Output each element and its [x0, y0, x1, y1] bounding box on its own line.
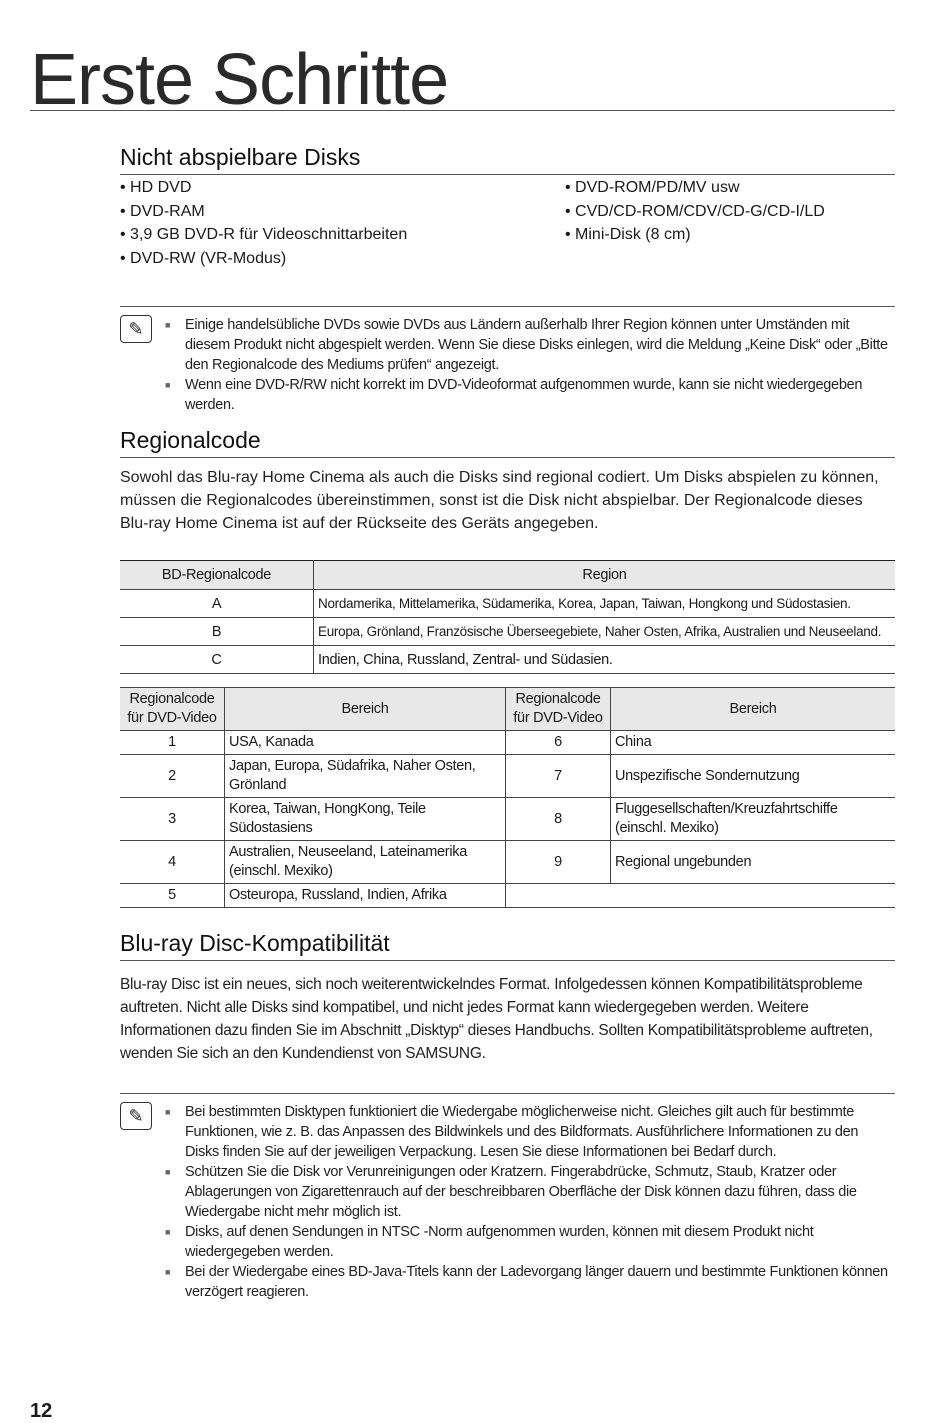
note-list	[165, 1102, 895, 1302]
table-cell: China	[611, 731, 896, 755]
table-row	[120, 755, 895, 798]
note-item: ■ Wenn eine DVD-R/RW nicht korrekt im DVD-Videoformat aufgenommen wurde, kann sie nicht wiedergegeben werden.	[165, 375, 895, 415]
table-header: Regionalcode für DVD-Video	[120, 688, 225, 731]
table-cell: Unspezifische Sondernutzung	[611, 755, 896, 798]
table-cell: 6	[506, 731, 611, 755]
list-item: • Mini-Disk (8 cm)	[565, 223, 825, 247]
table-cell: 9	[506, 841, 611, 884]
note-list	[165, 315, 895, 415]
note-item: ■ Disks, auf denen Sendungen in NTSC -Norm aufgenommen wurden, können mit diesem Produkt nicht wiedergegeben werden.	[165, 1222, 895, 1262]
region-paragraph: Sowohl das Blu-ray Home Cinema als auch die Disks sind regional codiert. Um Disks abspielen zu können, müssen die Regionalcodes übereinstimmen, sonst ist die Disk nicht abspielbar. Der Regionalcode dieses Blu-ray Home Cinema ist auf der Rückseite des Geräts angegeben.	[120, 469, 879, 532]
list-item: • 3,9 GB DVD-R für Videoschnittarbeiten	[120, 223, 407, 247]
table-cell: Nordamerika, Mittelamerika, Südamerika, Korea, Japan, Taiwan, Hongkong und Südostasien.	[314, 590, 896, 618]
table-cell: Europa, Grönland, Französische Überseegebiete, Naher Osten, Afrika, Australien und Neuseeland.	[314, 618, 896, 646]
table-header: Bereich	[611, 688, 896, 731]
table-cell: A	[120, 590, 314, 618]
table-cell: Japan, Europa, Südafrika, Naher Osten, Grönland	[225, 755, 506, 798]
note-item: ■ Schützen Sie die Disk vor Verunreinigungen oder Kratzern. Fingerabdrücke, Schmutz, Staub, Kratzer oder Ablagerungen von Zigarettenrauch auf der beschreibbaren Oberfläche der Disk können dazu führen, dass die Wiedergabe nicht mehr möglich ist.	[165, 1162, 895, 1222]
title-rule	[30, 110, 895, 111]
table-cell: C	[120, 646, 314, 674]
table-cell: 2	[120, 755, 225, 798]
table-cell: 3	[120, 798, 225, 841]
table-header: Bereich	[225, 688, 506, 731]
list-item: • DVD-ROM/PD/MV usw	[565, 176, 825, 200]
table-row	[120, 618, 895, 646]
note-item: ■ Bei der Wiedergabe eines BD-Java-Titels kann der Ladevorgang länger dauern und bestimmte Funktionen können verzögert reagieren.	[165, 1262, 895, 1302]
table-cell: Regional ungebunden	[611, 841, 896, 884]
table-header: Region	[314, 561, 896, 590]
page-number: 12	[30, 1400, 53, 1422]
note-box-region	[120, 306, 895, 417]
table-cell: Korea, Taiwan, HongKong, Teile Südostasiens	[225, 798, 506, 841]
table-row	[120, 841, 895, 884]
table-row	[120, 798, 895, 841]
table-cell	[611, 884, 896, 908]
table-cell: 5	[120, 884, 225, 908]
table-header: Regionalcode für DVD-Video	[506, 688, 611, 731]
list-item: • HD DVD	[120, 176, 407, 200]
list-item: • CVD/CD-ROM/CDV/CD-G/CD-I/LD	[565, 200, 825, 224]
table-cell: 7	[506, 755, 611, 798]
unplayable-list-left	[120, 176, 407, 270]
table-cell: Fluggesellschaften/Kreuzfahrtschiffe (einschl. Mexiko)	[611, 798, 896, 841]
list-item: • DVD-RAM	[120, 200, 407, 224]
bluray-paragraph: Blu-ray Disc ist ein neues, sich noch weiterentwickelndes Format. Infolgedessen können Kompatibilitätsprobleme auftreten. Nicht alle Disks sind kompatibel, und nicht jedes Format kann wiedergegeben werden. Weitere Informationen dazu finden Sie im Abschnitt „Disktyp“ dieses Handbuchs. Sollten Kompatibilitätsprobleme auftreten, wenden Sie sich an den Kundendienst von SAMSUNG.	[120, 976, 873, 1062]
table-cell: 8	[506, 798, 611, 841]
note-box-bluray	[120, 1093, 895, 1300]
note-item: ■ Einige handelsübliche DVDs sowie DVDs aus Ländern außerhalb Ihrer Region können unter Umständen mit diesem Produkt nicht abgespielt werden. Wenn Sie diese Disks einlegen, wird die Meldung „Keine Disk“ oder „Bitte den Regionalcode des Mediums prüfen“ angezeigt.	[165, 315, 895, 375]
table-row	[120, 884, 895, 908]
note-pencil-icon: ✎	[120, 315, 152, 343]
table-header: BD-Regionalcode	[120, 561, 314, 590]
heading-regionalcode: Regionalcode	[120, 427, 895, 458]
table-row	[120, 590, 895, 618]
table-cell: USA, Kanada	[225, 731, 506, 755]
list-item: • DVD-RW (VR-Modus)	[120, 247, 407, 271]
table-cell: 4	[120, 841, 225, 884]
table-cell: Australien, Neuseeland, Lateinamerika (einschl. Mexiko)	[225, 841, 506, 884]
dvd-region-table	[120, 687, 895, 908]
table-cell: 1	[120, 731, 225, 755]
note-pencil-icon: ✎	[120, 1102, 152, 1130]
heading-unplayable-disks: Nicht abspielbare Disks	[120, 144, 895, 175]
table-cell: Indien, China, Russland, Zentral- und Südasien.	[314, 646, 896, 674]
table-row	[120, 646, 895, 674]
table-cell: Osteuropa, Russland, Indien, Afrika	[225, 884, 506, 908]
table-cell: B	[120, 618, 314, 646]
bd-region-table	[120, 560, 895, 674]
heading-bluray-compat: Blu-ray Disc-Kompatibilität	[120, 930, 895, 961]
table-row	[120, 731, 895, 755]
note-item: ■ Bei bestimmten Disktypen funktioniert die Wiedergabe möglicherweise nicht. Gleiches gilt auch für bestimmte Funktionen, wie z. B. das Anpassen des Bildwinkels und des Bildformats. Ausführlichere Informationen zu den Disks finden Sie auf der jeweiligen Verpackung. Lesen Sie diese Informationen bei Bedarf durch.	[165, 1102, 895, 1162]
page-title: Erste Schritte	[30, 40, 449, 120]
unplayable-list-right	[565, 176, 825, 247]
table-cell	[506, 884, 611, 908]
